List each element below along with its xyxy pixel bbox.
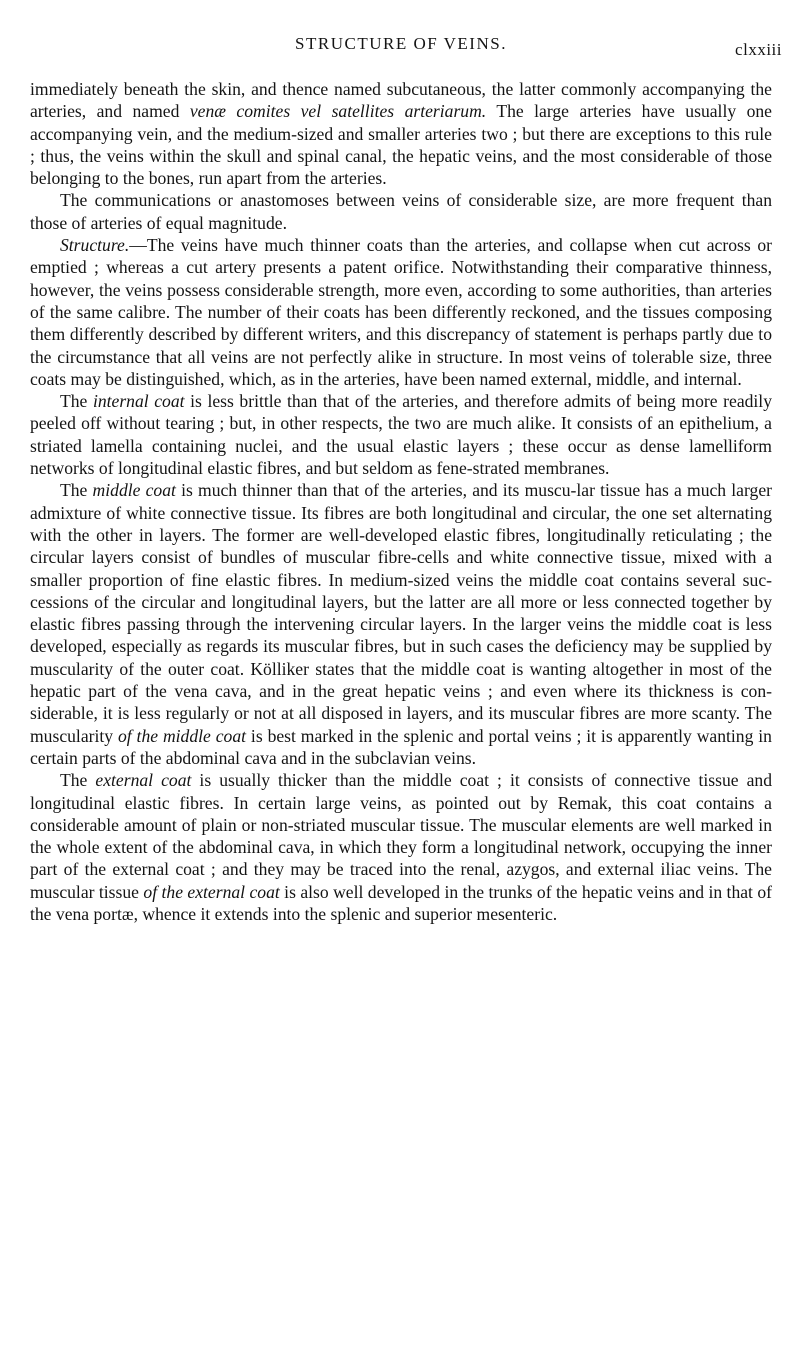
paragraph-6-text-e: is also well developed in the trunks of the hepatic veins and in that of the vena portæ, whence it extends into the splenic and superior mesenteric.: [30, 881, 773, 924]
paragraph-5: [30, 479, 772, 769]
paragraph-3-text: —The veins have much thinner coats than the arteries, and collapse when cut across or emptied ; whereas a cut artery presents a patent orifice. Notwithstanding their comparative thinness, however, the veins possess considerable strength, more even, according to some authorities, than arteries of the same calibre. The number of their coats has been differently reckoned, and the tissues composing them differently described by different writers, and this discrepancy of statement is perhaps partly due to the circumstance that all veins are not perfectly alike in structure. In most veins of tolerable size, three coats may be distinguished, which, as in the arteries, have been named external, middle, and internal.: [30, 235, 772, 389]
book-page: [30, 30, 782, 925]
paragraph-6-text-a: The: [60, 770, 96, 791]
paragraph-5-text-e: is best marked in the splenic and portal veins ; it is apparently wanting in certain parts of the abdominal cava and in the subclavian veins.: [30, 725, 772, 768]
paragraph-1: [30, 78, 772, 189]
paragraph-3-heading: Structure.: [60, 235, 130, 256]
paragraph-6-text-c: is usually thicker than the middle coat ; it consists of connective tissue and longitudinal elastic fibres. In certain large veins, as pointed out by Remak, this coat contains a considerable amount of plain or non-striated muscular tissue. The muscular elements are well marked in the whole extent of the abdominal cava, in which they form a longitudinal network, occupying the inner part of the external coat ; and they may be traced into the renal, azygos, and external iliac veins. The muscular tissue: [30, 770, 772, 902]
page-title: STRUCTURE OF VEINS.: [295, 34, 507, 53]
paragraph-4: [30, 390, 772, 479]
paragraph-5-text-a: The: [60, 480, 93, 501]
paragraph-4-italic-term: internal coat: [92, 391, 185, 412]
paragraph-5-italic-term: middle coat: [92, 480, 176, 501]
paragraph-5-italic-phrase: of the middle coat: [117, 725, 247, 746]
paragraph-5-text-c: is much thinner than that of the arteries, and its muscu-lar tissue has a much larger admixture of white connective tissue. Its fibres are both longitudinal and circular, the one set alternating with the other in layers. The former are well-developed elastic fibres, longitudinally reticulating ; the circular layers consist of bundles of muscular fibre-cells and white connective tissue, mixed with a smaller proportion of fine elastic fibres. In medium-sized veins the middle coat contains several suc-cessions of the circular and longitudinal layers, but the latter are all more or less connected together by elastic fibres passing through the intervening circular layers. In the larger veins the middle coat is less developed, especially as regards its muscular fibres, but in such cases the deficiency may be supplied by muscularity of the outer coat. Kölliker states that the middle coat is wanting altogether in most of the hepatic part of the vena cava, and in the great hepatic veins ; and even where its thickness is con-siderable, it is less regularly or not at all disposed in layers, and its muscular fibres are more scanty. The muscularity: [30, 480, 772, 746]
paragraph-1-italic-term: venæ comites vel satellites arteriarum.: [189, 101, 487, 122]
paragraph-1-text-a: immediately beneath the skin, and thence named subcutaneous, the latter commonly accompanying the arteries, and named: [30, 79, 772, 122]
paragraph-2: [30, 189, 772, 234]
paragraph-6-italic-phrase: of the external coat: [143, 881, 280, 902]
paragraph-4-text-a: The: [60, 391, 93, 412]
paragraph-2-text: The communications or anastomoses between veins of considerable size, are more frequent than those of arteries of equal magnitude.: [30, 190, 772, 233]
running-head: [30, 30, 782, 76]
paragraph-6-italic-term: external coat: [95, 770, 192, 791]
page-number: clxxiii: [735, 40, 782, 59]
paragraph-4-text-c: is less brittle than that of the arteries, and therefore admits of being more readily peeled off without tearing ; but, in other respects, the two are much alike. It consists of an epithelium, a striated lamella containing nuclei, and the usual elastic layers ; these occur as dense lamelliform networks of longitudinal elastic fibres, and but seldom as fene-strated membranes.: [30, 391, 772, 479]
paragraph-3: [30, 234, 772, 390]
paragraph-1-text-c: The large arteries have usually one accompanying vein, and the medium-sized and smaller arteries two ; but there are exceptions to this rule ; thus, the veins within the skull and spinal canal, the hepatic veins, and the most considerable of those belonging to the bones, run apart from the arteries.: [30, 101, 772, 189]
body-text: [30, 78, 772, 925]
paragraph-6: [30, 769, 772, 925]
